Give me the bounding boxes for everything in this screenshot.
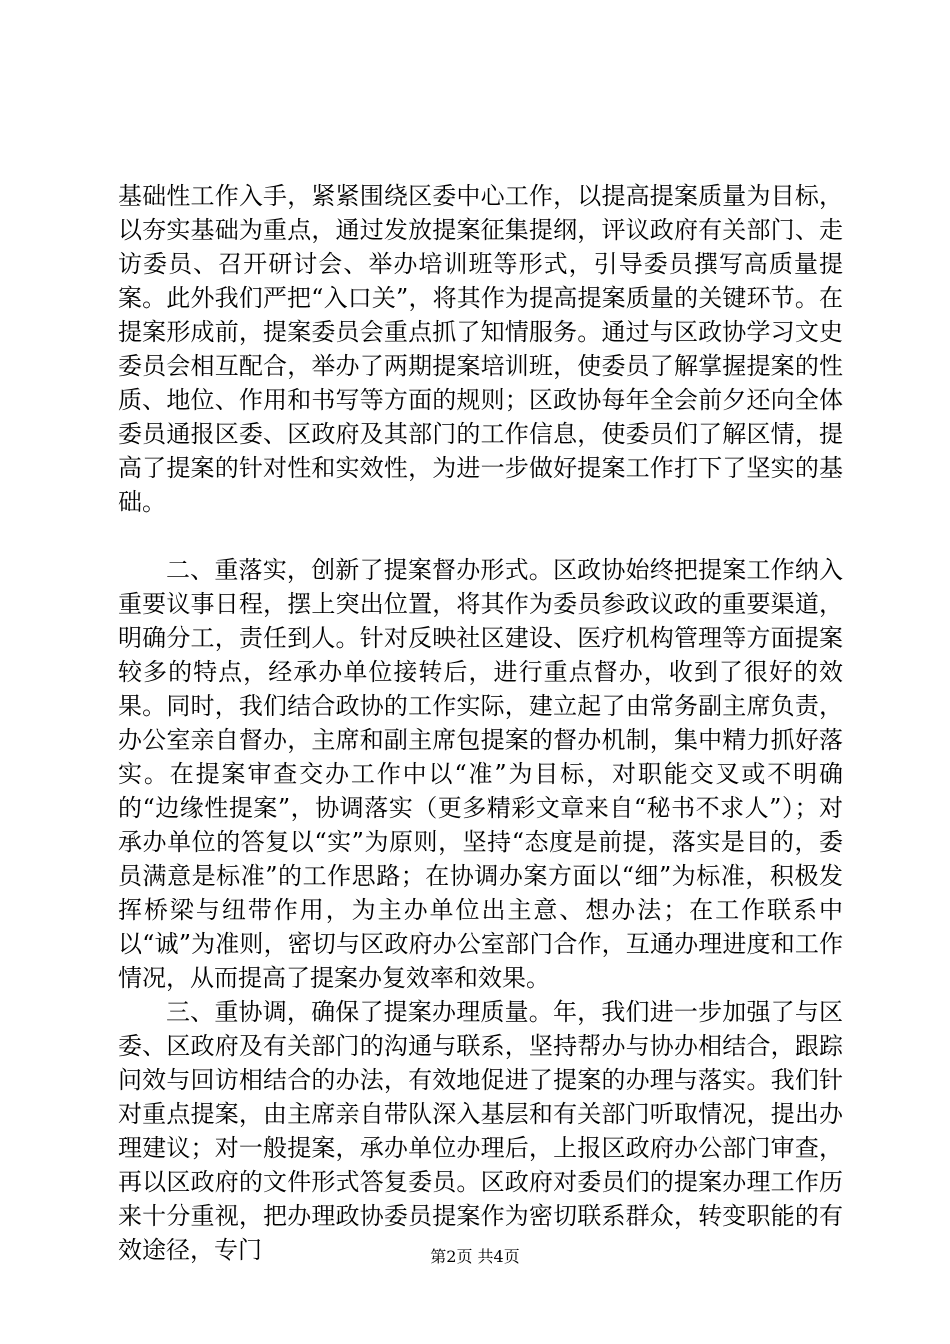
paragraph-2: 二、重落实，创新了提案督办形式。区政协始终把提案工作纳入重要议事日程，摆上突出位置，将其作为委员参政议政的重要渠道，明确分工，责任到人。针对反映社区建设、医疗机构管理等方面提案较多的特点，经承办单位接转后，进行重点督办，收到了很好的效果。同时，我们结合政协的工作实际，建立起了由常务副主席负责，办公室亲自督办，主席和副主席包提案的督办机制，集中精力抓好落实。在提案审查交办工作中以“准”为目标，对职能交叉或不明确的“边缘性提案”，协调落实（更多精彩文章来自“秘书不求人”）；对承办单位的答复以“实”为原则，坚持“态度是前提，落实是目的，委员满意是标准”的工作思路；在协调办案方面以“细”为标准，积极发挥桥梁与纽带作用，为主办单位出主意、想办法；在工作联系中以“诚”为准则，密切与区政府办公室部门合作，互通办理进度和工作情况，从而提高了提案办复效率和效果。 <box>118 556 843 992</box>
paragraph-3: 三、重协调，确保了提案办理质量。年，我们进一步加强了与区委、区政府及有关部门的沟通与联系，坚持帮办与协办相结合，跟踪问效与回访相结合的办法，有效地促进了提案的办理与落实。我们针对重点提案，由主席亲自带队深入基层和有关部门听取情况，提出办理建议；对一般提案，承办单位办理后，上报区政府办公部门审查，再以区政府的文件形式答复委员。区政府对委员们的提案办理工作历来十分重视，把办理政协委员提案作为密切联系群众，转变职能的有效途径，专门 <box>118 998 843 1264</box>
body-text <box>118 179 843 1267</box>
page-footer: 第2页 共4页 <box>430 1247 520 1266</box>
paragraph-1: 基础性工作入手，紧紧围绕区委中心工作，以提高提案质量为目标，以夯实基础为重点，通过发放提案征集提纲，评议政府有关部门、走访委员、召开研讨会、举办培训班等形式，引导委员撰写高质量提案。此外我们严把“入口关”，将其作为提高提案质量的关键环节。在提案形成前，提案委员会重点抓了知情服务。通过与区政协学习文史委员会相互配合，举办了两期提案培训班，使委员了解掌握提案的性质、地位、作用和书写等方面的规则；区政协每年全会前夕还向全体委员通报区委、区政府及其部门的工作信息，使委员们了解区情，提高了提案的针对性和实效性，为进一步做好提案工作打下了坚实的基础。 <box>118 182 843 516</box>
